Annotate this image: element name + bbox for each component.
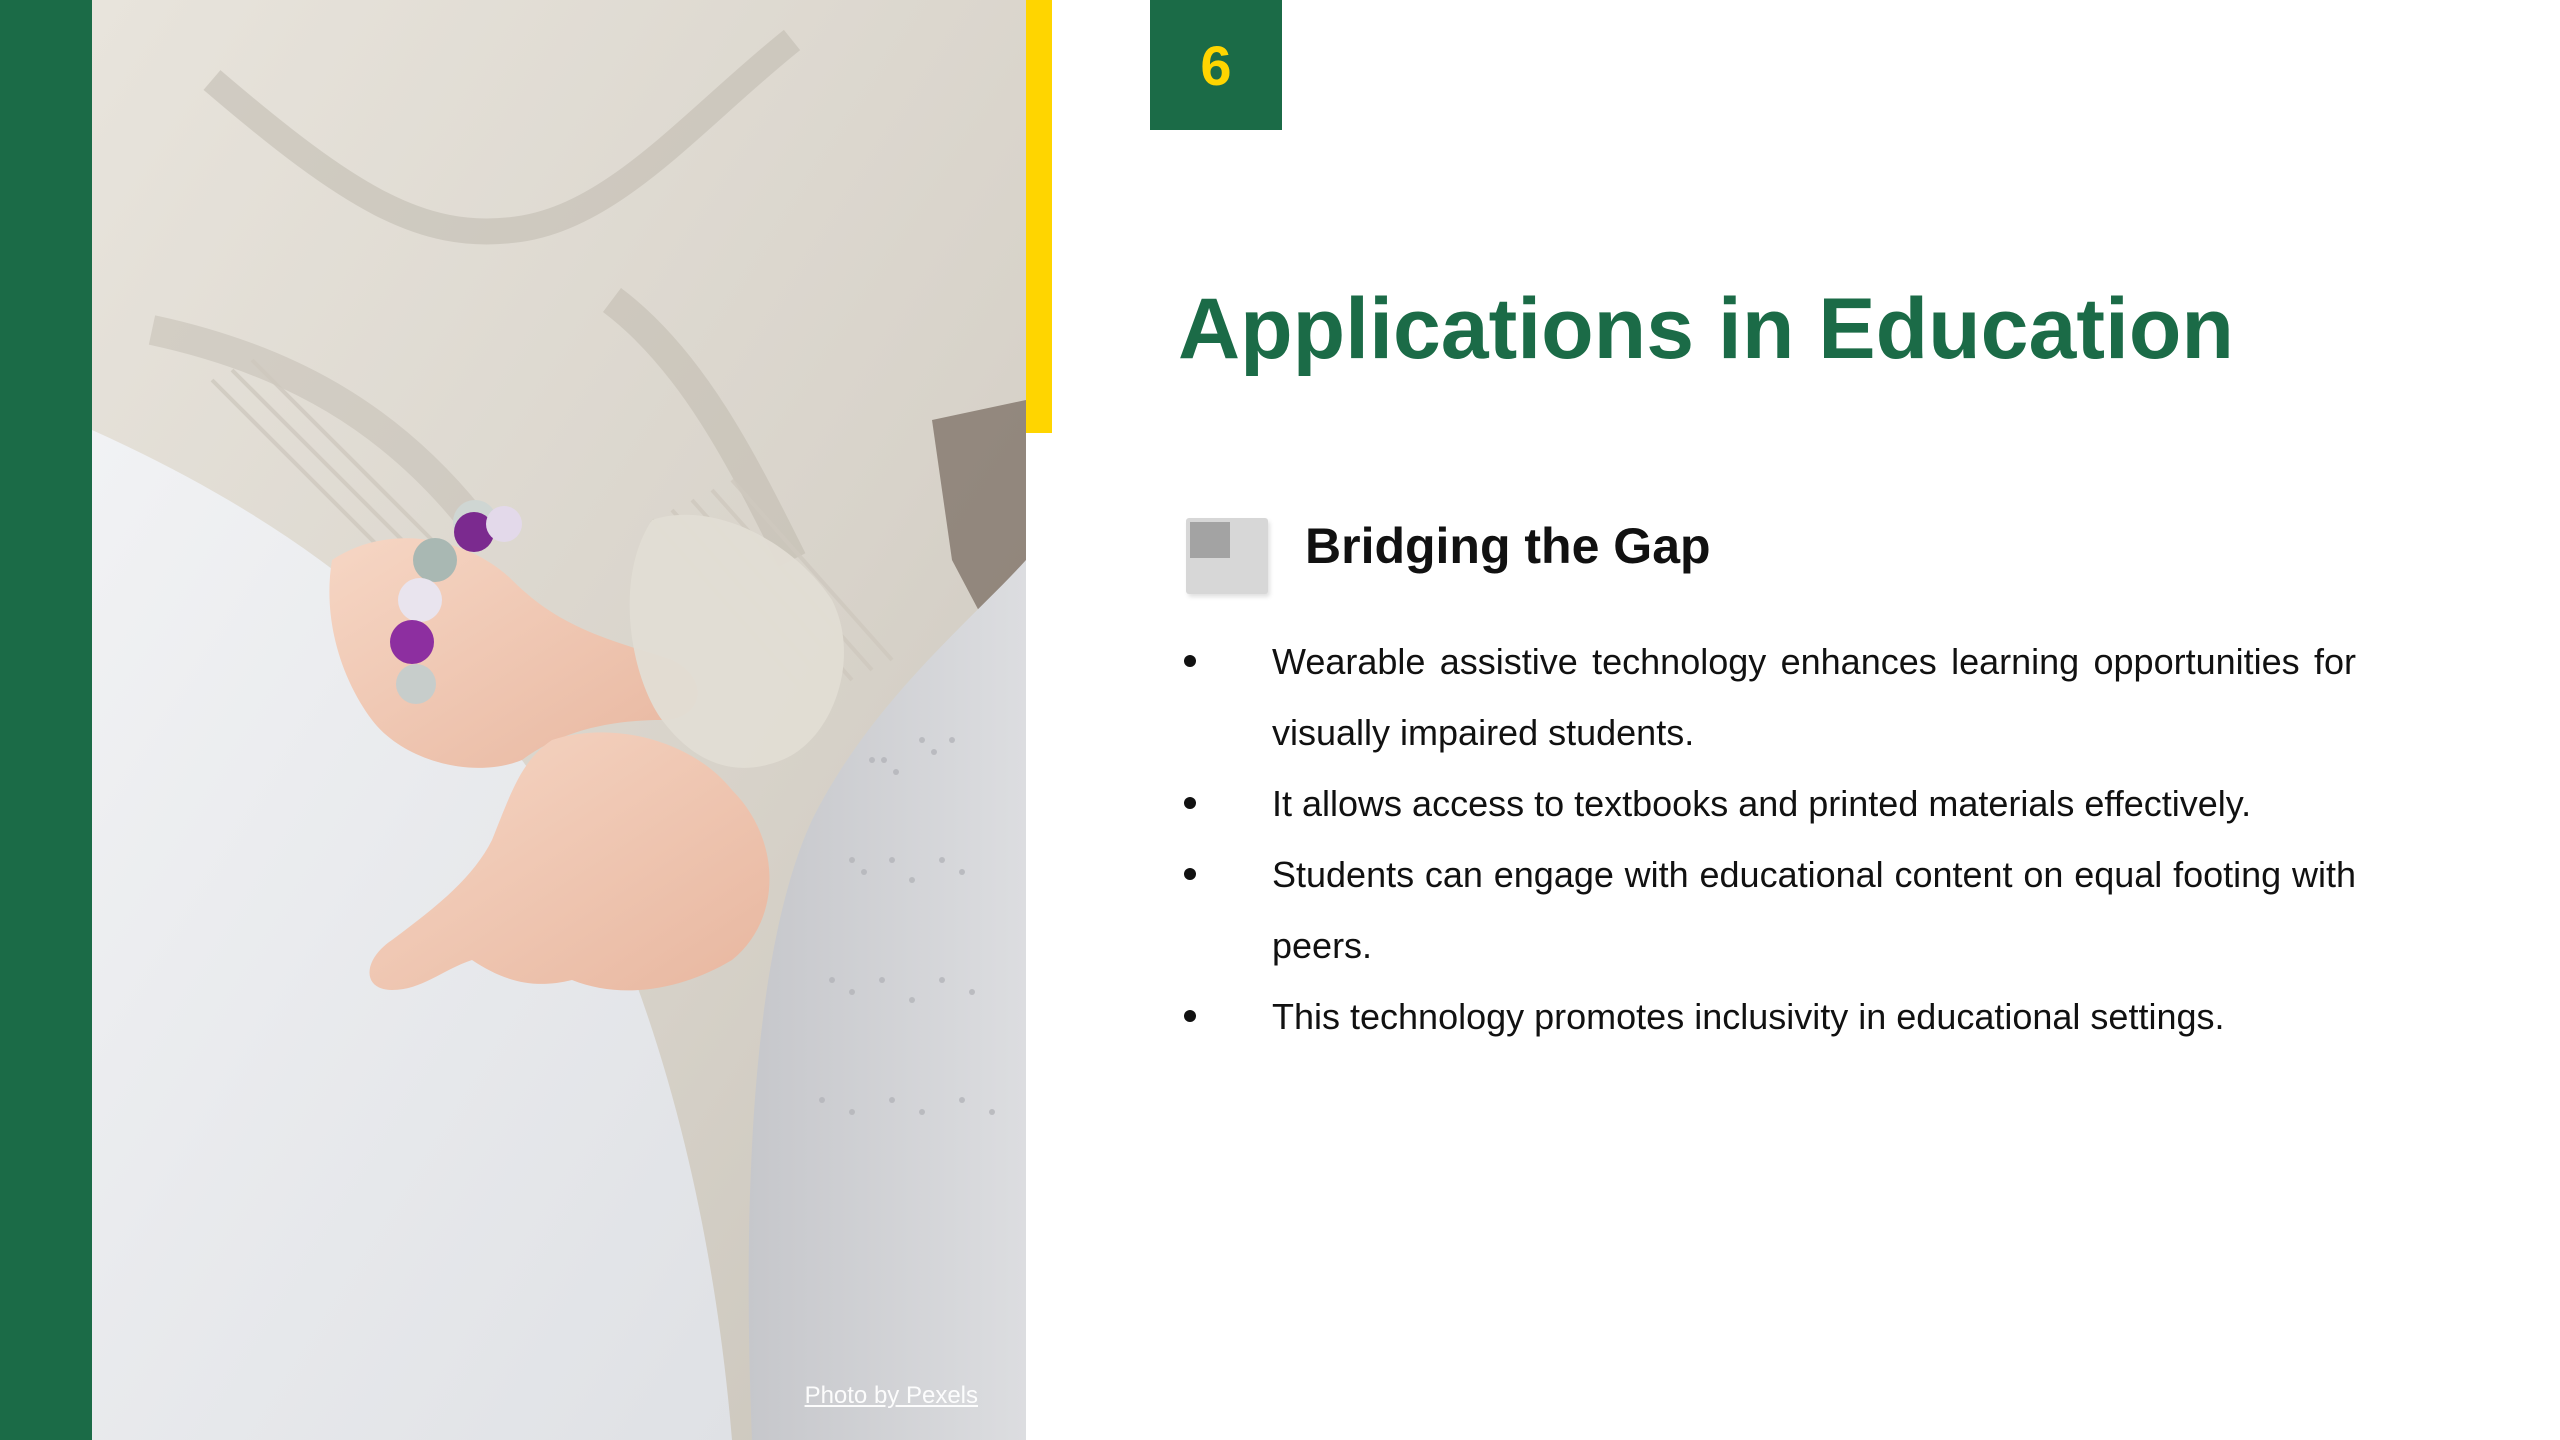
bullet-dot-icon [1184, 797, 1196, 809]
left-green-strip [0, 0, 92, 1440]
bullet-text: Students can engage with educational content on equal footing with peers. [1272, 854, 2356, 966]
bullet-item [1176, 839, 2356, 981]
bullet-text: This technology promotes inclusivity in educational settings. [1272, 996, 2225, 1037]
bullet-item [1176, 626, 2356, 768]
bullet-text: Wearable assistive technology enhances learning opportunities for visually impaired students. [1272, 641, 2356, 753]
bullet-text: It allows access to textbooks and printed materials effectively. [1272, 783, 2252, 824]
slide-photo [92, 0, 1026, 1440]
stacked-squares-icon [1186, 518, 1270, 598]
slide-number-badge [1150, 0, 1282, 130]
bullet-list [1176, 626, 2356, 1052]
bullet-dot-icon [1184, 1010, 1196, 1022]
bullet-item [1176, 768, 2356, 839]
braille-reading-photo [92, 0, 1026, 1440]
section-heading: Bridging the Gap [1305, 518, 1711, 574]
slide-title: Applications in Education [1178, 281, 2234, 377]
slide-number: 6 [1200, 33, 1232, 97]
photo-credit-link[interactable]: Photo by Pexels [804, 1382, 978, 1409]
bullet-dot-icon [1184, 655, 1196, 667]
bullet-dot-icon [1184, 868, 1196, 880]
bullet-item [1176, 981, 2356, 1052]
yellow-accent-bar [1026, 0, 1052, 433]
icon-front-square [1190, 522, 1230, 558]
